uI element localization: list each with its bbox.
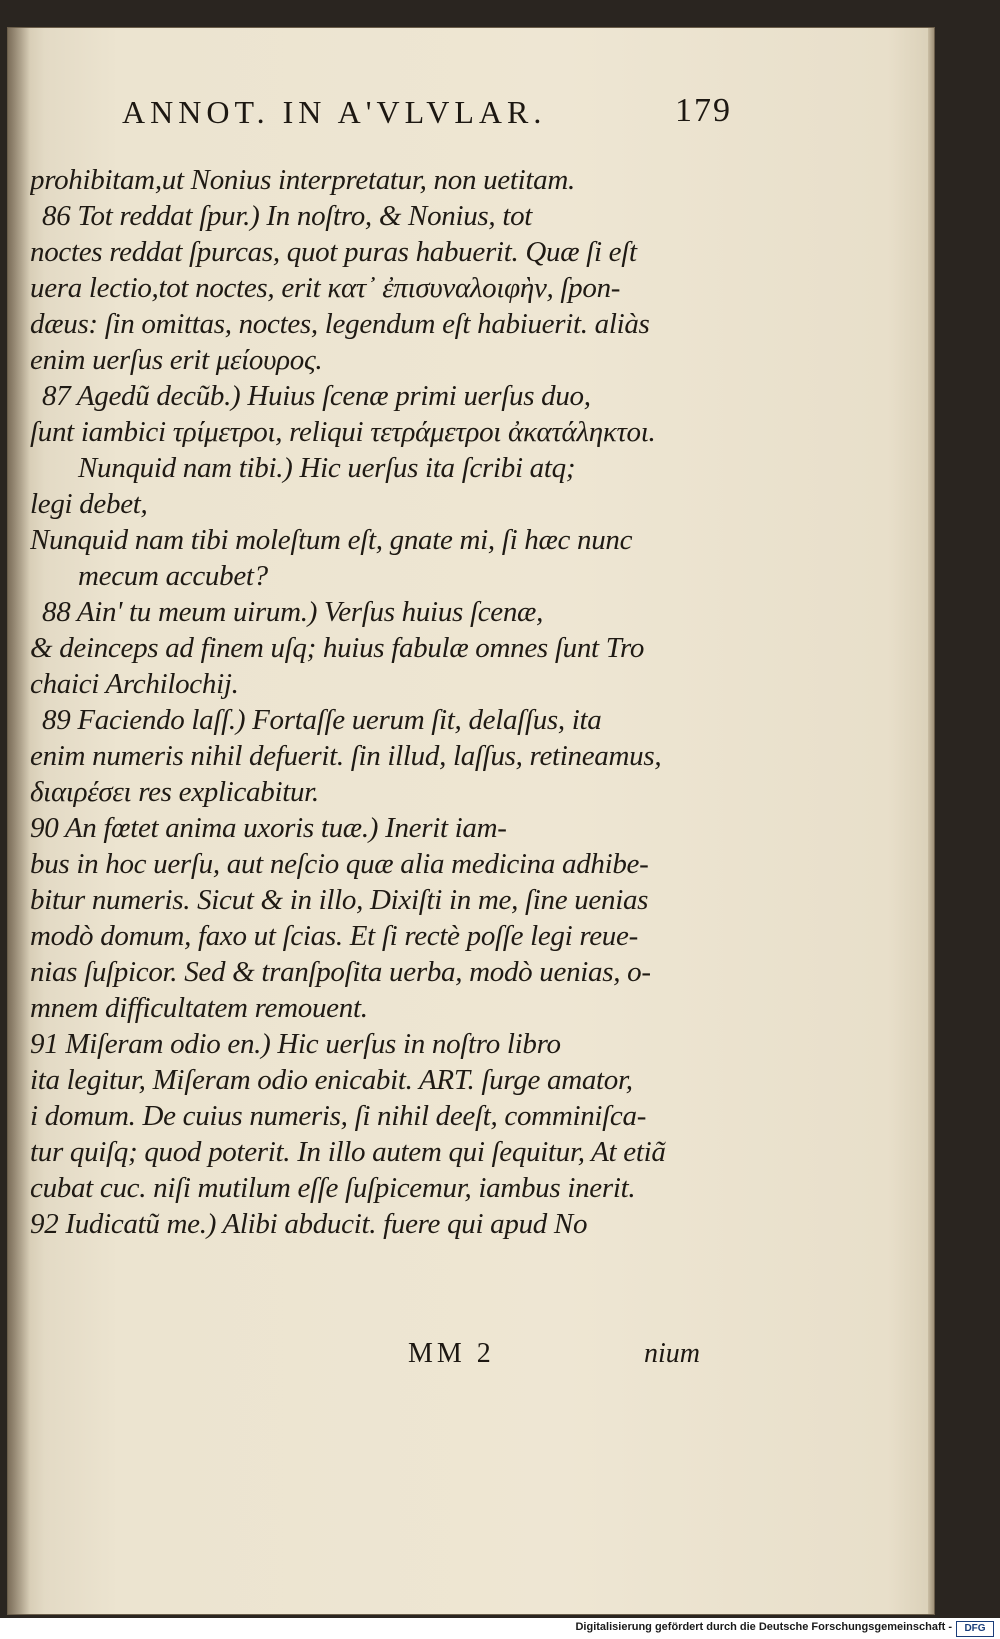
text-line: nias ſuſpicor. Sed & tranſpoſita uerba, modò uenias, o- [30, 956, 651, 988]
text-line: uera lectio,tot noctes, erit κατ᾽ ἐπισυναλοιφὴν, ſpon- [30, 272, 621, 304]
text-line: 91 Miſeram odio en.) Hic uerſus in noſtro libro [30, 1028, 561, 1060]
text-line: ſunt iambici τρίμετροι, reliqui τετράμετροι ἀκατάληκτοι. [30, 416, 656, 448]
running-title: ANNOT. IN A'VLVLAR. [122, 94, 547, 130]
text-line: modò domum, faxo ut ſcias. Et ſi rectè poſſe legi reue- [30, 920, 638, 952]
page-number: 179 [675, 92, 732, 129]
funding-credit: Digitalisierung gefördert durch die Deutsche Forschungsgemeinschaft - [575, 1621, 952, 1633]
page-header [112, 90, 732, 144]
text-line: bitur numeris. Sicut & in illo, Dixiſti in me, ſine uenias [30, 884, 649, 916]
text-line: prohibitam,ut Nonius interpretatur, non uetitam. [30, 164, 575, 196]
text-line: bus in hoc uerſu, aut neſcio quæ alia medicina adhibe- [30, 848, 649, 880]
text-line: chaici Archilochij. [30, 668, 239, 700]
text-line: Nunquid nam tibi.) Hic uerſus ita ſcribi atq; [78, 452, 576, 484]
text-line: 89 Faciendo laſſ.) Fortaſſe uerum ſit, delaſſus, ita [42, 704, 602, 736]
catchword: nium [644, 1338, 700, 1369]
text-line: enim uerſus erit μείουρος. [30, 344, 323, 376]
text-line: dæus: ſin omittas, noctes, legendum eſt habiuerit. aliàs [30, 308, 650, 340]
text-line: ita legitur, Miſeram odio enicabit. ART. ſurge amator, [30, 1064, 633, 1096]
text-line: 87 Agedũ decũb.) Huius ſcenæ primi uerſus duo, [42, 380, 591, 412]
text-line: enim numeris nihil defuerit. ſin illud, laſſus, retineamus, [30, 740, 662, 772]
spine-shadow [8, 28, 30, 1614]
page-footer [400, 1338, 700, 1378]
body-text [30, 162, 730, 1242]
text-line: tur quiſq; quod poterit. In illo autem qui ſequitur, At etiã [30, 1136, 666, 1168]
text-line: mecum accubet? [78, 560, 268, 592]
text-line: 92 Iudicatũ me.) Alibi abducit. fuere qui apud No [30, 1208, 588, 1240]
text-line: 90 An fœtet anima uxoris tuæ.) Inerit iam- [30, 812, 507, 844]
text-line: & deinceps ad finem uſq; huius fabulæ omnes ſunt Tro [30, 632, 645, 664]
signature-mark: MM 2 [408, 1338, 495, 1369]
page-edge [928, 28, 934, 1614]
text-line: noctes reddat ſpurcas, quot puras habuerit. Quæ ſi eſt [30, 236, 637, 268]
text-line: cubat cuc. niſi mutilum eſſe ſuſpicemur, iambus inerit. [30, 1172, 636, 1204]
text-line: i domum. De cuius numeris, ſi nihil deeſt, comminiſca- [30, 1100, 647, 1132]
credit-strip [0, 1618, 1000, 1639]
text-line: legi debet, [30, 488, 148, 520]
text-line: διαιρέσει res explicabitur. [30, 776, 319, 808]
text-line: 86 Tot reddat ſpur.) In noſtro, & Nonius, tot [42, 200, 533, 232]
text-line: Nunquid nam tibi moleſtum eſt, gnate mi, ſi hæc nunc [30, 524, 633, 556]
text-line: mnem difficultatem remouent. [30, 992, 368, 1024]
dfg-logo: DFG [956, 1621, 994, 1637]
text-line: 88 Ain' tu meum uirum.) Verſus huius ſcenæ, [42, 596, 544, 628]
